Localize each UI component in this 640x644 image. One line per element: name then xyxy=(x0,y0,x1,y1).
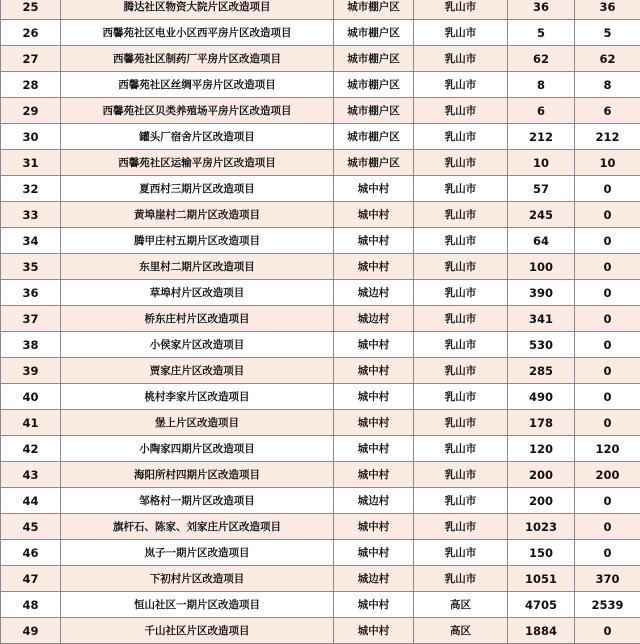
location-cell: 乳山市 xyxy=(414,358,508,384)
project-type-cell: 城中村 xyxy=(334,540,414,566)
project-name-cell: 堡上片区改造项目 xyxy=(61,410,334,436)
project-name-cell: 腾达社区物资大院片区改造项目 xyxy=(61,0,334,20)
project-name-cell: 小侯家片区改造项目 xyxy=(61,332,334,358)
table-row xyxy=(1,384,640,410)
table-row xyxy=(1,306,640,332)
total-count-cell: 200 xyxy=(508,488,575,514)
total-count-cell: 10 xyxy=(508,150,575,176)
location-cell: 乳山市 xyxy=(414,0,508,20)
row-number-cell: 42 xyxy=(1,436,61,462)
row-number-cell: 28 xyxy=(1,72,61,98)
row-number-cell: 30 xyxy=(1,124,61,150)
completed-count-cell: 0 xyxy=(575,514,640,540)
project-name-cell: 西馨苑社区丝绸平房片区改造项目 xyxy=(61,72,334,98)
row-number-cell: 40 xyxy=(1,384,61,410)
project-name-cell: 旗杆石、陈家、刘家庄片区改造项目 xyxy=(61,514,334,540)
completed-count-cell: 200 xyxy=(575,462,640,488)
row-number-cell: 38 xyxy=(1,332,61,358)
project-type-cell: 城中村 xyxy=(334,436,414,462)
project-type-cell: 城中村 xyxy=(334,254,414,280)
row-number-cell: 36 xyxy=(1,280,61,306)
project-type-cell: 城边村 xyxy=(334,306,414,332)
project-name-cell: 小陶家四期片区改造项目 xyxy=(61,436,334,462)
table-row xyxy=(1,228,640,254)
completed-count-cell: 120 xyxy=(575,436,640,462)
location-cell: 乳山市 xyxy=(414,462,508,488)
location-cell: 乳山市 xyxy=(414,540,508,566)
project-name-cell: 千山社区片区改造项目 xyxy=(61,618,334,644)
project-name-cell: 腾甲庄村五期片区改造项目 xyxy=(61,228,334,254)
location-cell: 乳山市 xyxy=(414,254,508,280)
location-cell: 乳山市 xyxy=(414,436,508,462)
project-name-cell: 西馨苑社区电业小区西平房片区改造项目 xyxy=(61,20,334,46)
table-row xyxy=(1,20,640,46)
total-count-cell: 4705 xyxy=(508,592,575,618)
location-cell: 乳山市 xyxy=(414,384,508,410)
location-cell: 乳山市 xyxy=(414,20,508,46)
row-number-cell: 29 xyxy=(1,98,61,124)
completed-count-cell: 370 xyxy=(575,566,640,592)
completed-count-cell: 0 xyxy=(575,384,640,410)
location-cell: 乳山市 xyxy=(414,72,508,98)
project-type-cell: 城市棚户区 xyxy=(334,150,414,176)
project-name-cell: 贾家庄片区改造项目 xyxy=(61,358,334,384)
completed-count-cell: 62 xyxy=(575,46,640,72)
project-type-cell: 城边村 xyxy=(334,566,414,592)
project-type-cell: 城中村 xyxy=(334,228,414,254)
location-cell: 高区 xyxy=(414,618,508,644)
table-row xyxy=(1,592,640,618)
completed-count-cell: 6 xyxy=(575,98,640,124)
table-row xyxy=(1,410,640,436)
table-row xyxy=(1,436,640,462)
completed-count-cell: 0 xyxy=(575,280,640,306)
project-type-cell: 城中村 xyxy=(334,358,414,384)
table-row xyxy=(1,332,640,358)
project-name-cell: 草埠村片区改造项目 xyxy=(61,280,334,306)
row-number-cell: 35 xyxy=(1,254,61,280)
row-number-cell: 49 xyxy=(1,618,61,644)
row-number-cell: 25 xyxy=(1,0,61,20)
location-cell: 乳山市 xyxy=(414,150,508,176)
table-row xyxy=(1,514,640,540)
project-name-cell: 罐头厂宿舍片区改造项目 xyxy=(61,124,334,150)
location-cell: 乳山市 xyxy=(414,410,508,436)
project-type-cell: 城边村 xyxy=(334,280,414,306)
project-name-cell: 岚子一期片区改造项目 xyxy=(61,540,334,566)
table-row xyxy=(1,462,640,488)
total-count-cell: 100 xyxy=(508,254,575,280)
row-number-cell: 39 xyxy=(1,358,61,384)
project-type-cell: 城中村 xyxy=(334,176,414,202)
project-name-cell: 东里村二期片区改造项目 xyxy=(61,254,334,280)
total-count-cell: 1023 xyxy=(508,514,575,540)
location-cell: 乳山市 xyxy=(414,306,508,332)
row-number-cell: 33 xyxy=(1,202,61,228)
project-type-cell: 城市棚户区 xyxy=(334,98,414,124)
total-count-cell: 120 xyxy=(508,436,575,462)
project-type-cell: 城中村 xyxy=(334,618,414,644)
location-cell: 乳山市 xyxy=(414,46,508,72)
completed-count-cell: 8 xyxy=(575,72,640,98)
project-type-cell: 城中村 xyxy=(334,514,414,540)
row-number-cell: 43 xyxy=(1,462,61,488)
completed-count-cell: 0 xyxy=(575,410,640,436)
project-name-cell: 西馨苑社区运输平房片区改造项目 xyxy=(61,150,334,176)
project-type-cell: 城中村 xyxy=(334,462,414,488)
location-cell: 乳山市 xyxy=(414,488,508,514)
project-name-cell: 桃村李家片区改造项目 xyxy=(61,384,334,410)
project-name-cell: 恒山社区一期片区改造项目 xyxy=(61,592,334,618)
completed-count-cell: 0 xyxy=(575,228,640,254)
total-count-cell: 1884 xyxy=(508,618,575,644)
project-type-cell: 城市棚户区 xyxy=(334,20,414,46)
table-row xyxy=(1,488,640,514)
location-cell: 乳山市 xyxy=(414,202,508,228)
project-type-cell: 城中村 xyxy=(334,332,414,358)
table-row xyxy=(1,566,640,592)
row-number-cell: 48 xyxy=(1,592,61,618)
project-type-cell: 城边村 xyxy=(334,488,414,514)
project-type-cell: 城中村 xyxy=(334,202,414,228)
project-name-cell: 下初村片区改造项目 xyxy=(61,566,334,592)
location-cell: 乳山市 xyxy=(414,176,508,202)
row-number-cell: 44 xyxy=(1,488,61,514)
project-type-cell: 城市棚户区 xyxy=(334,72,414,98)
total-count-cell: 150 xyxy=(508,540,575,566)
table-row xyxy=(1,0,640,20)
table-row xyxy=(1,540,640,566)
total-count-cell: 390 xyxy=(508,280,575,306)
location-cell: 乳山市 xyxy=(414,566,508,592)
total-count-cell: 8 xyxy=(508,72,575,98)
project-type-cell: 城中村 xyxy=(334,592,414,618)
location-cell: 乳山市 xyxy=(414,514,508,540)
completed-count-cell: 0 xyxy=(575,202,640,228)
row-number-cell: 26 xyxy=(1,20,61,46)
total-count-cell: 6 xyxy=(508,98,575,124)
total-count-cell: 341 xyxy=(508,306,575,332)
project-table-body xyxy=(1,0,640,644)
completed-count-cell: 10 xyxy=(575,150,640,176)
project-type-cell: 城市棚户区 xyxy=(334,0,414,20)
row-number-cell: 41 xyxy=(1,410,61,436)
table-row xyxy=(1,98,640,124)
total-count-cell: 5 xyxy=(508,20,575,46)
total-count-cell: 57 xyxy=(508,176,575,202)
completed-count-cell: 5 xyxy=(575,20,640,46)
project-name-cell: 桥东庄村片区改造项目 xyxy=(61,306,334,332)
table-row xyxy=(1,72,640,98)
location-cell: 高区 xyxy=(414,592,508,618)
completed-count-cell: 0 xyxy=(575,176,640,202)
completed-count-cell: 0 xyxy=(575,306,640,332)
row-number-cell: 37 xyxy=(1,306,61,332)
total-count-cell: 490 xyxy=(508,384,575,410)
completed-count-cell: 0 xyxy=(575,618,640,644)
project-type-cell: 城中村 xyxy=(334,410,414,436)
total-count-cell: 212 xyxy=(508,124,575,150)
project-type-cell: 城市棚户区 xyxy=(334,124,414,150)
row-number-cell: 47 xyxy=(1,566,61,592)
table-row xyxy=(1,202,640,228)
completed-count-cell: 0 xyxy=(575,254,640,280)
location-cell: 乳山市 xyxy=(414,124,508,150)
row-number-cell: 32 xyxy=(1,176,61,202)
total-count-cell: 178 xyxy=(508,410,575,436)
row-number-cell: 46 xyxy=(1,540,61,566)
project-name-cell: 西馨苑社区贝类养殖场平房片区改造项目 xyxy=(61,98,334,124)
location-cell: 乳山市 xyxy=(414,98,508,124)
project-name-cell: 西馨苑社区制药厂平房片区改造项目 xyxy=(61,46,334,72)
completed-count-cell: 0 xyxy=(575,332,640,358)
total-count-cell: 1051 xyxy=(508,566,575,592)
completed-count-cell: 0 xyxy=(575,488,640,514)
total-count-cell: 64 xyxy=(508,228,575,254)
location-cell: 乳山市 xyxy=(414,228,508,254)
total-count-cell: 36 xyxy=(508,0,575,20)
project-type-cell: 城市棚户区 xyxy=(334,46,414,72)
table-row xyxy=(1,46,640,72)
project-name-cell: 邹格村一期片区改造项目 xyxy=(61,488,334,514)
total-count-cell: 245 xyxy=(508,202,575,228)
completed-count-cell: 0 xyxy=(575,358,640,384)
location-cell: 乳山市 xyxy=(414,280,508,306)
project-name-cell: 海阳所村四期片区改造项目 xyxy=(61,462,334,488)
row-number-cell: 31 xyxy=(1,150,61,176)
location-cell: 乳山市 xyxy=(414,332,508,358)
completed-count-cell: 212 xyxy=(575,124,640,150)
table-row xyxy=(1,150,640,176)
row-number-cell: 45 xyxy=(1,514,61,540)
total-count-cell: 62 xyxy=(508,46,575,72)
row-number-cell: 34 xyxy=(1,228,61,254)
total-count-cell: 530 xyxy=(508,332,575,358)
project-type-cell: 城中村 xyxy=(334,384,414,410)
table-row xyxy=(1,358,640,384)
project-name-cell: 黄埠崖村二期片区改造项目 xyxy=(61,202,334,228)
completed-count-cell: 36 xyxy=(575,0,640,20)
table-row xyxy=(1,280,640,306)
total-count-cell: 285 xyxy=(508,358,575,384)
table-row xyxy=(1,176,640,202)
table-row xyxy=(1,254,640,280)
project-name-cell: 夏西村三期片区改造项目 xyxy=(61,176,334,202)
completed-count-cell: 2539 xyxy=(575,592,640,618)
completed-count-cell: 0 xyxy=(575,540,640,566)
total-count-cell: 200 xyxy=(508,462,575,488)
table-row xyxy=(1,124,640,150)
row-number-cell: 27 xyxy=(1,46,61,72)
